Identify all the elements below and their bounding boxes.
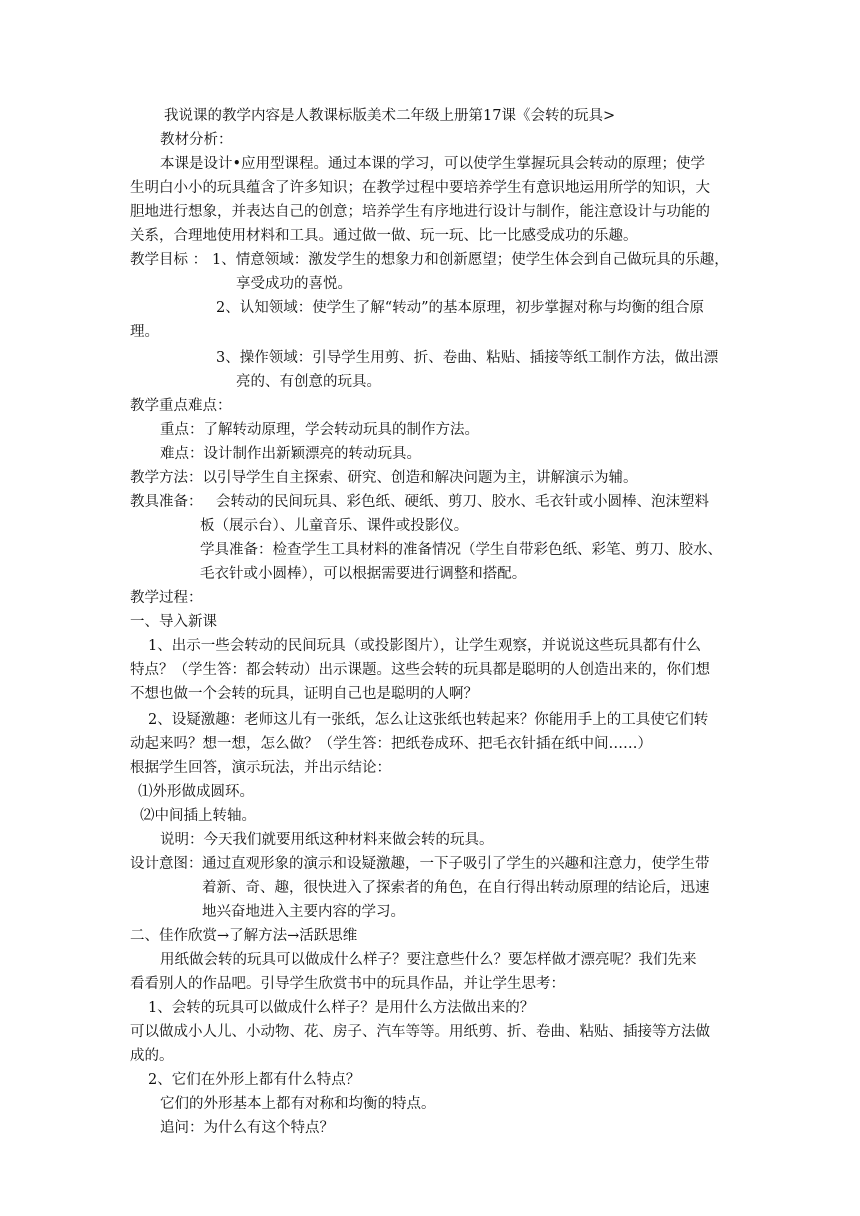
paragraph-line: 动起来吗？想一想，怎么做？（学生答：把纸卷成环、把毛衣针插在纸中间……） [130, 736, 652, 752]
conclusion-line: 根据学生回答，演示玩法，并出示结论： [130, 760, 391, 776]
design-intent-line: 着新、奇、趣，很快进入了探索者的角色，在自行得出转动原理的结论后，迅速 [202, 880, 710, 896]
key-difficulty: 难点：设计制作出新颖漂亮的转动玩具。 [160, 446, 421, 462]
teaching-method: 教学方法：以引导学生自主探索、研究、创造和解决问题为主，讲解演示为辅。 [130, 470, 638, 486]
paragraph-line: 1、出示一些会转动的民间玩具（或投影图片），让学生观察，并说说这些玩具都有什么 [148, 638, 701, 654]
goal-affective: 1、情意领域：激发学生的想象力和创新愿望；使学生体会到自己做玩具的乐趣， [212, 252, 729, 268]
prep-label: 教具准备： [130, 494, 203, 510]
question-line: 1、会转的玩具可以做成什么样子？是用什么方法做出来的？ [148, 1000, 535, 1016]
explanation-line: 说明：今天我们就要用纸这种材料来做会转的玩具。 [160, 832, 494, 848]
conclusion-item: ⑵中间插上转轴。 [140, 808, 256, 824]
design-intent-label: 设计意图： [130, 856, 203, 872]
goal-affective-cont: 享受成功的喜悦。 [236, 276, 352, 292]
conclusion-item: ⑴外形做成圆环。 [138, 784, 254, 800]
answer-line: 可以做成小人儿、小动物、花、房子、汽车等等。用纸剪、折、卷曲、粘贴、插接等方法做 [130, 1024, 710, 1040]
material-line: 胆地进行想象，并表达自己的创意；培养学生有序地进行设计与制作，能注意设计与功能的 [130, 204, 710, 220]
design-intent-line: 通过直观形象的演示和设疑激趣，一下子吸引了学生的兴趣和注意力，使学生带 [202, 856, 710, 872]
prep-teacher-line: 板（展示台）、儿童音乐、课件或投影仪。 [200, 518, 469, 534]
prep-teacher-line: 会转动的民间玩具、彩色纸、硬纸、剪刀、胶水、毛衣针或小圆棒、泡沫塑料 [216, 494, 709, 510]
answer-line: 成的。 [130, 1048, 174, 1064]
paragraph-line: 用纸做会转的玩具可以做成什么样子？要注意些什么？要怎样做才漂亮呢？我们先来 [160, 952, 697, 968]
material-line: 关系，合理地使用材料和工具。通过做一做、玩一玩、比一比感受成功的乐趣。 [130, 228, 638, 244]
prep-student-line: 毛衣针或小圆棒），可以根据需要进行调整和搭配。 [200, 566, 527, 582]
material-line: 生明白小小的玩具蕴含了许多知识；在教学过程中要培养学生有意识地运用所学的知识，大 [130, 180, 710, 196]
design-intent-line: 地兴奋地进入主要内容的学习。 [202, 904, 405, 920]
goals-label: 教学目标 ： [130, 252, 208, 268]
key-focus: 重点：了解转动原理，学会转动玩具的制作方法。 [160, 422, 479, 438]
paragraph-line: 看看别人的作品吧。引导学生欣赏书中的玩具作品，并让学生思考： [130, 976, 565, 992]
goal-operational: 3、操作领域：引导学生用剪、折、卷曲、粘贴、插接等纸工制作方法，做出漂 [216, 350, 719, 366]
followup-line: 追问：为什么有这个特点？ [160, 1120, 334, 1136]
material-line: 本课是设计•应用型课程。通过本课的学习，可以使学生掌握玩具会转动的原理；使学 [160, 156, 706, 172]
material-heading: 教材分析： [160, 132, 233, 148]
section-heading-2: 二、佳作欣赏→了解方法→活跃思维 [130, 928, 358, 944]
goal-cognitive-cont: 理。 [130, 324, 159, 340]
goal-operational-cont: 亮的、有创意的玩具。 [236, 374, 381, 390]
prep-student-line: 学具准备：检查学生工具材料的准备情况（学生自带彩色纸、彩笔、剪刀、胶水、 [200, 542, 722, 558]
key-heading: 教学重点难点： [130, 398, 232, 414]
answer-line: 它们的外形基本上都有对称和均衡的特点。 [160, 1096, 436, 1112]
process-heading: 教学过程： [130, 590, 203, 606]
paragraph-line: 2、设疑激趣：老师这儿有一张纸，怎么让这张纸也转起来？你能用手上的工具使它们转 [148, 712, 709, 728]
goal-cognitive: 2、认知领域：使学生了解“转动”的基本原理，初步掌握对称与均衡的组合原 [216, 300, 705, 316]
section-heading-1: 一、导入新课 [130, 614, 217, 630]
question-line: 2、它们在外形上都有什么特点？ [148, 1072, 361, 1088]
paragraph-line: 不想也做一个会转的玩具，证明自己也是聪明的人啊？ [130, 686, 478, 702]
paragraph-line: 特点？（学生答：都会转动）出示课题。这些会转的玩具都是聪明的人创造出来的，你们想 [130, 662, 710, 678]
intro-line: 我说课的教学内容是人教课标版美术二年级上册第17课《会转的玩具> [164, 108, 616, 124]
